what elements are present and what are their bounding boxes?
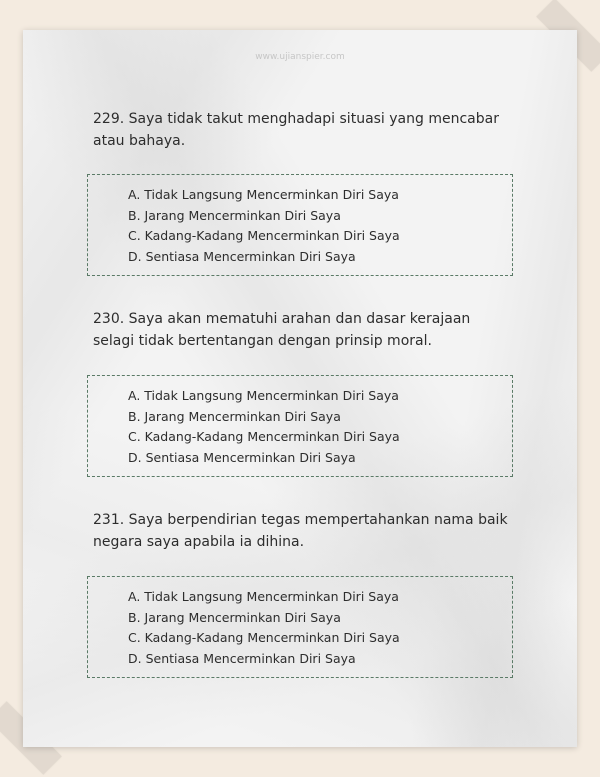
options-box-230	[87, 375, 513, 477]
question-text-line: selagi tidak bertentangan dengan prinsip moral.	[93, 333, 432, 349]
watermark: www.ujianspier.com	[255, 52, 345, 62]
question-229	[93, 108, 513, 152]
question-text-line: negara saya apabila ia dihina.	[93, 534, 305, 550]
question-230	[93, 308, 513, 352]
option-b[interactable]: B. Jarang Mencerminkan Diri Saya	[128, 609, 341, 625]
option-d[interactable]: D. Sentiasa Mencerminkan Diri Saya	[128, 249, 356, 265]
question-231	[93, 509, 513, 553]
option-b[interactable]: B. Jarang Mencerminkan Diri Saya	[128, 207, 341, 223]
question-text-line: 231. Saya berpendirian tegas mempertahankan nama baik	[93, 512, 508, 528]
option-d[interactable]: D. Sentiasa Mencerminkan Diri Saya	[128, 450, 356, 466]
question-text-line: atau bahaya.	[93, 133, 186, 149]
option-c[interactable]: C. Kadang-Kadang Mencerminkan Diri Saya	[128, 228, 400, 244]
question-text-line: 229. Saya tidak takut menghadapi situasi yang mencabar	[93, 111, 499, 127]
option-a[interactable]: A. Tidak Langsung Mencerminkan Diri Saya	[128, 187, 399, 202]
option-b[interactable]: B. Jarang Mencerminkan Diri Saya	[128, 408, 341, 424]
option-a[interactable]: A. Tidak Langsung Mencerminkan Diri Saya	[128, 388, 399, 403]
question-text-line: 230. Saya akan mematuhi arahan dan dasar kerajaan	[93, 311, 471, 327]
option-a[interactable]: A. Tidak Langsung Mencerminkan Diri Saya	[128, 589, 399, 604]
options-box-231	[87, 576, 513, 678]
paper-sheet	[23, 30, 577, 747]
options-box-229	[87, 174, 513, 276]
option-d[interactable]: D. Sentiasa Mencerminkan Diri Saya	[128, 651, 356, 667]
option-c[interactable]: C. Kadang-Kadang Mencerminkan Diri Saya	[128, 630, 400, 646]
option-c[interactable]: C. Kadang-Kadang Mencerminkan Diri Saya	[128, 429, 400, 445]
